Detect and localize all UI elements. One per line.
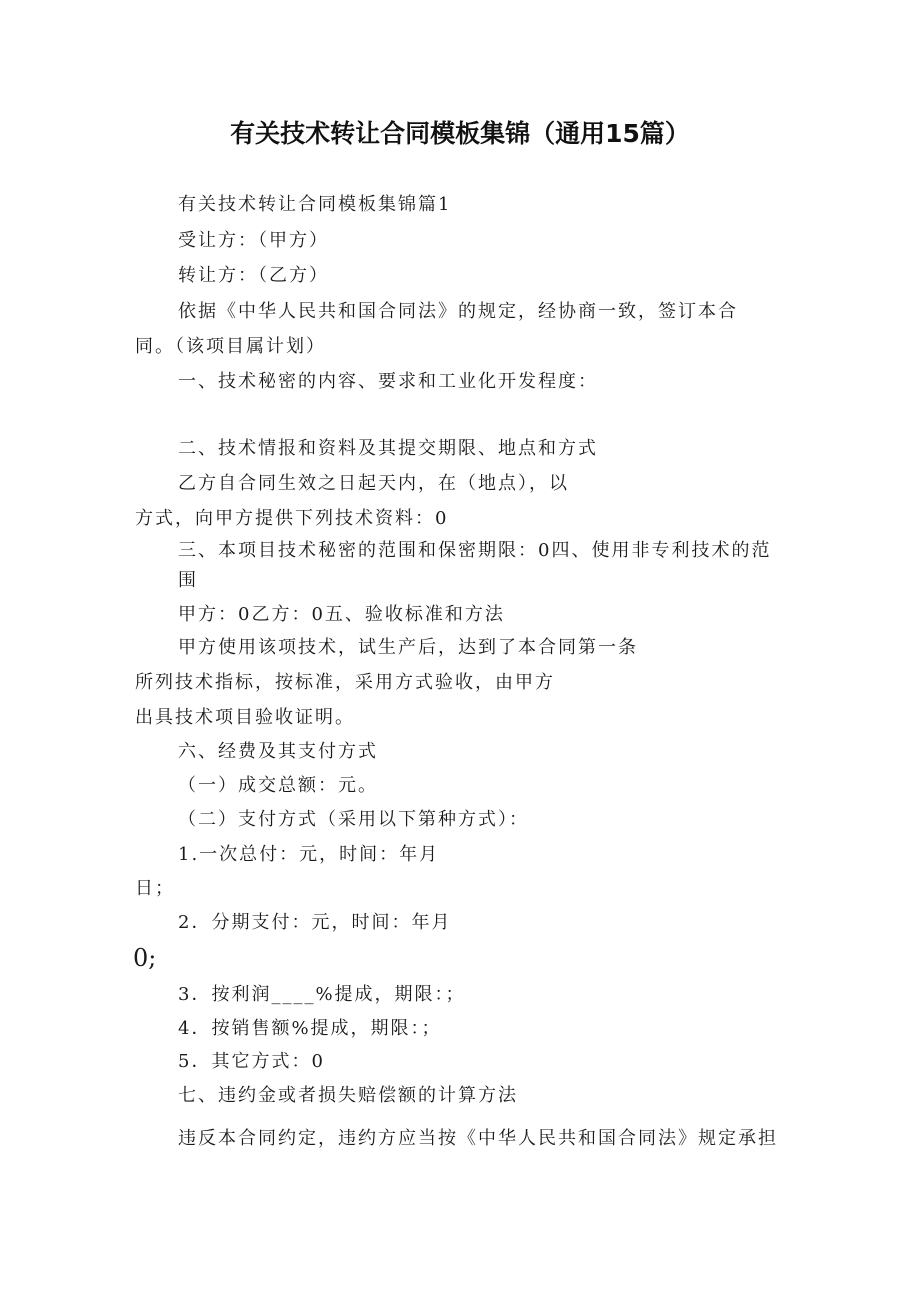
clause-heading: 三、本项目技术秘密的范围和保密期限：0四、使用非专利技术的范 xyxy=(178,540,772,561)
section-heading: 有关技术转让合同模板集锦篇1 xyxy=(178,194,452,215)
list-item: 2．分期支付：元，时间：年月 xyxy=(178,912,452,933)
paragraph-line: （一）成交总额：元。 xyxy=(178,775,378,796)
clause-heading: 七、违约金或者损失赔偿额的计算方法 xyxy=(178,1085,518,1106)
paragraph-line: 违反本合同约定，违约方应当按《中华人民共和国合同法》规定承担 xyxy=(178,1128,778,1149)
paragraph-line: 乙方自合同生效之日起天内，在（地点），以 xyxy=(178,473,569,494)
list-item: 5．其它方式：0 xyxy=(178,1051,325,1072)
paragraph-line: 围 xyxy=(178,570,198,591)
paragraph-line: 受让方：（甲方） xyxy=(178,230,329,251)
document-title: 有关技术转让合同模板集锦（通用15篇） xyxy=(230,119,690,148)
paragraph-line: 甲方使用该项技术，试生产后，达到了本合同第一条 xyxy=(178,637,638,658)
list-item: 4．按销售额%提成，期限：； xyxy=(178,1018,442,1039)
paragraph-line: 转让方：（乙方） xyxy=(178,265,329,286)
clause-heading: 一、技术秘密的内容、要求和工业化开发程度： xyxy=(178,371,598,392)
paragraph-line: 所列技术指标，按标准，采用方式验收，由甲方 xyxy=(135,672,555,693)
paragraph-line: 方式，向甲方提供下列技术资料：0 xyxy=(135,508,449,529)
paragraph-line: 出具技术项目验收证明。 xyxy=(135,707,355,728)
clause-heading: 甲方：0乙方：0五、验收标准和方法 xyxy=(178,604,505,625)
paragraph-line: 日； xyxy=(135,878,175,899)
paragraph-line: 0; xyxy=(133,944,157,972)
clause-heading: 六、经费及其支付方式 xyxy=(178,741,378,762)
paragraph-line: 同。（该项目属计划） xyxy=(135,336,326,357)
clause-heading: 二、技术情报和资料及其提交期限、地点和方式 xyxy=(178,438,598,459)
list-item: 3．按利润____%提成，期限：； xyxy=(178,984,466,1005)
paragraph-line: （二）支付方式（采用以下第种方式）： xyxy=(178,809,529,830)
list-item: 1.一次总付：元，时间：年月 xyxy=(178,844,440,865)
paragraph-line: 依据《中华人民共和国合同法》的规定，经协商一致，签订本合 xyxy=(178,301,738,322)
